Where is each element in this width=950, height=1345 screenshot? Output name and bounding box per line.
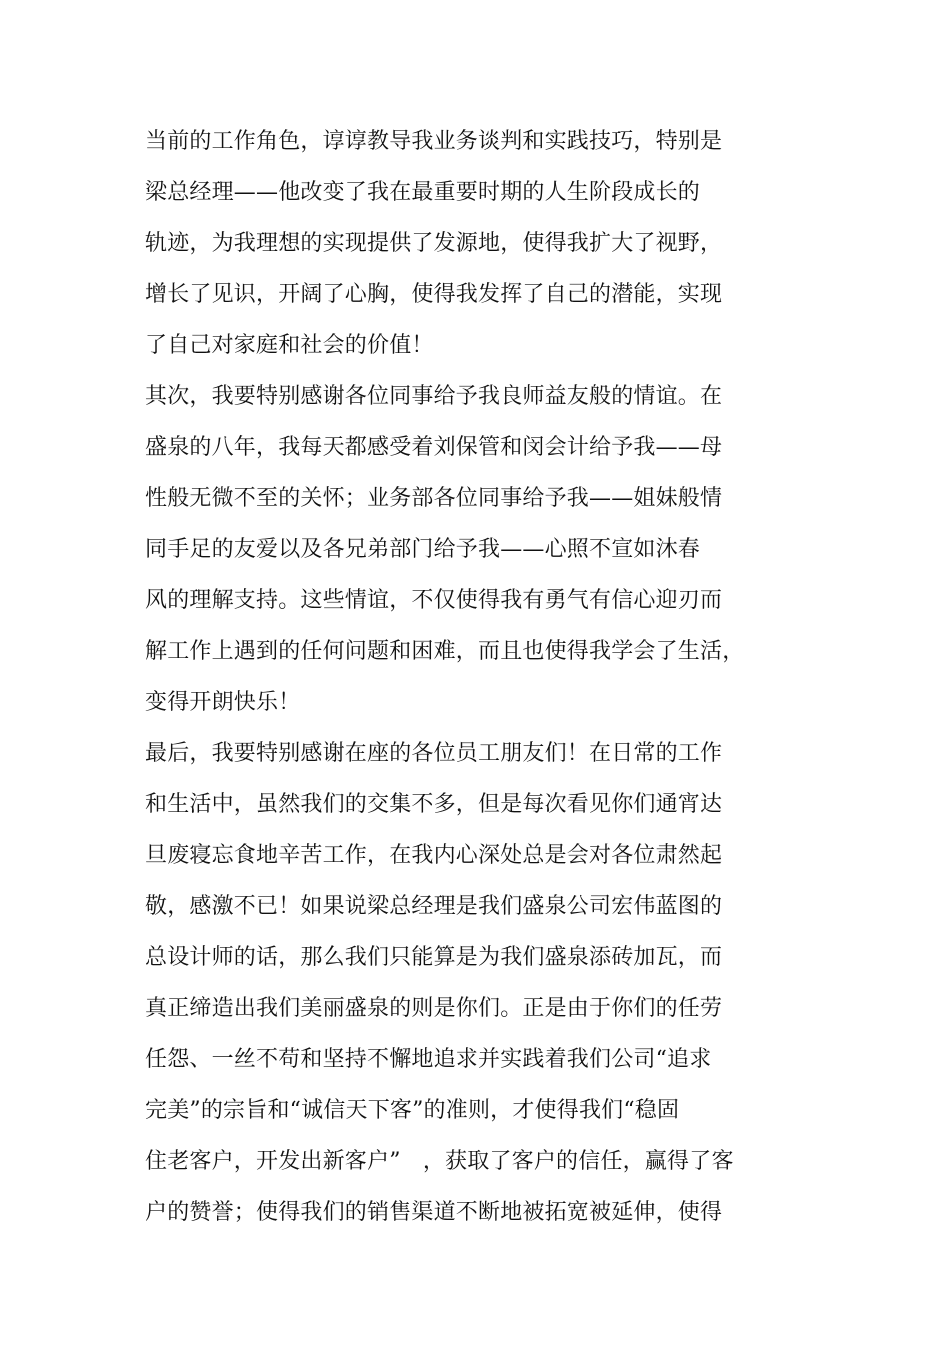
text-line: 盛泉的八年，我每天都感受着刘保管和闵会计给予我——母 [145,435,723,460]
text-line: 和生活中，虽然我们的交集不多，但是每次看见你们通宵达 [145,792,723,817]
text-line: 解工作上遇到的任何问题和困难，而且也使得我学会了生活， [145,639,745,664]
text-line: 了自己对家庭和社会的价值！ [145,333,434,358]
text-line: 轨迹，为我理想的实现提供了发源地，使得我扩大了视野， [145,231,723,256]
text-line: 当前的工作角色，谆谆教导我业务谈判和实践技巧，特别是 [145,129,723,154]
text-line: 任怨、一丝不苟和坚持不懈地追求并实践着我们公司“追求 [145,1047,712,1072]
text-line: 户的赞誉；使得我们的销售渠道不断地被拓宽被延伸，使得 [145,1200,723,1225]
text-line: 总设计师的话，那么我们只能算是为我们盛泉添砖加瓦，而 [145,945,723,970]
text-line: 旦废寝忘食地辛苦工作，在我内心深处总是会对各位肃然起 [145,843,723,868]
text-line: 真正缔造出我们美丽盛泉的则是你们。正是由于你们的任劳 [145,996,723,1021]
text-line: 其次，我要特别感谢各位同事给予我良师益友般的情谊。在 [145,384,723,409]
text-line: 完美”的宗旨和“诚信天下客”的准则，才使得我们“稳固 [145,1098,680,1123]
text-line: 梁总经理——他改变了我在最重要时期的人生阶段成长的 [145,180,701,205]
text-line: 同手足的友爱以及各兄弟部门给予我——心照不宣如沐春 [145,537,701,562]
text-line: 敬，感激不已！如果说梁总经理是我们盛泉公司宏伟蓝图的 [145,894,723,919]
text-line: 增长了见识，开阔了心胸，使得我发挥了自己的潜能，实现 [145,282,723,307]
body-text [145,116,785,1238]
text-line: 最后，我要特别感谢在座的各位员工朋友们！在日常的工作 [145,741,723,766]
text-line: 住老客户，开发出新客户” ，获取了客户的信任，赢得了客 [145,1149,734,1174]
text-line: 变得开朗快乐！ [145,690,301,715]
text-line: 风的理解支持。这些情谊，不仅使得我有勇气有信心迎刃而 [145,588,723,613]
text-line: 性般无微不至的关怀；业务部各位同事给予我——姐妹般情 [145,486,723,511]
